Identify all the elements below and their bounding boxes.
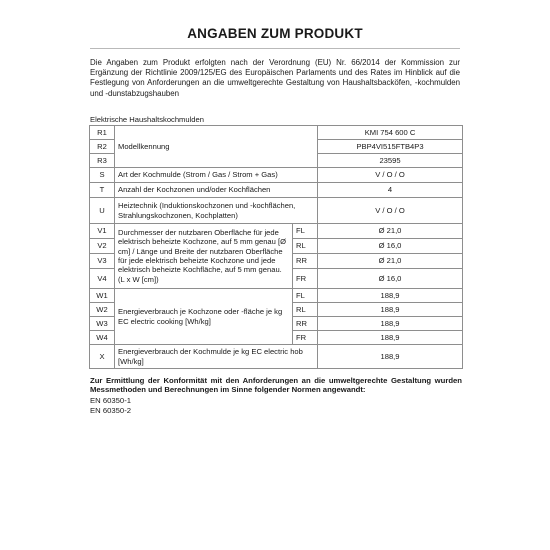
row-value: 188,9 <box>318 345 463 369</box>
row-value: 23595 <box>318 154 463 168</box>
row-value: V / O / O <box>318 168 463 183</box>
table-row-x <box>90 345 463 369</box>
table-row-r1 <box>90 126 463 140</box>
row-label: Heiztechnik (Induktionskochzonen und -kochflächen, Strahlungskochzonen, Kochplatten) <box>115 198 318 224</box>
table-row-w1 <box>90 289 463 303</box>
row-value: Ø 21,0 <box>318 224 463 239</box>
table-row-u <box>90 198 463 224</box>
zone-position: RL <box>293 303 318 317</box>
row-code: R2 <box>90 140 115 154</box>
row-value: KMI 754 600 C <box>318 126 463 140</box>
table-row-t <box>90 183 463 198</box>
row-code: V4 <box>90 269 115 289</box>
row-value: 188,9 <box>318 331 463 345</box>
row-code: W4 <box>90 331 115 345</box>
table-caption: Elektrische Haushaltskochmulden <box>90 115 204 124</box>
row-label: Anzahl der Kochzonen und/oder Kochflächen <box>115 183 318 198</box>
row-value: 188,9 <box>318 317 463 331</box>
zone-position: RR <box>293 317 318 331</box>
row-value: Ø 16,0 <box>318 239 463 254</box>
zone-position: FR <box>293 269 318 289</box>
table-row-s <box>90 168 463 183</box>
row-code: X <box>90 345 115 369</box>
row-code: S <box>90 168 115 183</box>
zone-position: RL <box>293 239 318 254</box>
row-code: V3 <box>90 254 115 269</box>
row-value: 188,9 <box>318 303 463 317</box>
row-label: Energieverbrauch der Kochmulde je kg EC electric hob [Wh/kg] <box>115 345 318 369</box>
row-value: 4 <box>318 183 463 198</box>
row-code: W1 <box>90 289 115 303</box>
conformity-note: Zur Ermittlung der Konformität mit den Anforderungen an die umweltgerechte Gestaltung wurden Messmethoden und Berechnungen im Sinne folgender Normen angewandt: <box>90 376 462 395</box>
zone-position: FL <box>293 289 318 303</box>
row-label: Art der Kochmulde (Strom / Gas / Strom + Gas) <box>115 168 318 183</box>
zone-position: FR <box>293 331 318 345</box>
norm-item: EN 60350-2 <box>90 406 132 415</box>
zone-position: FL <box>293 224 318 239</box>
row-value: PBP4VI515FTB4P3 <box>318 140 463 154</box>
row-code: T <box>90 183 115 198</box>
zone-position: RR <box>293 254 318 269</box>
row-code: V2 <box>90 239 115 254</box>
title-divider <box>90 48 460 49</box>
page-title: ANGABEN ZUM PRODUKT <box>187 26 363 41</box>
row-code: U <box>90 198 115 224</box>
norm-item: EN 60350-1 <box>90 396 132 405</box>
table-row-v1 <box>90 224 463 239</box>
row-value: V / O / O <box>318 198 463 224</box>
product-spec-table <box>89 125 463 369</box>
row-label: Durchmesser der nutzbaren Oberfläche für jede elektrisch beheizte Kochzone, auf 5 mm genau [Ø cm] / Länge und Breite der nutzbaren Oberfläche für jede elektrisch beheizte Kochzone und jede elektrisch beheizte Kochfläche, auf 5 mm genau. (L x W [cm]) <box>115 224 293 289</box>
row-value: Ø 21,0 <box>318 254 463 269</box>
row-code: R3 <box>90 154 115 168</box>
row-label: Modellkennung <box>115 126 318 168</box>
row-code: V1 <box>90 224 115 239</box>
intro-paragraph: Die Angaben zum Produkt erfolgten nach der Verordnung (EU) Nr. 66/2014 der Kommission zur Ergänzung der Richtlinie 2009/125/EG des Europäischen Parlaments und des Rates im Hinblick auf die Festlegung von Anforderungen an die umweltgerechte Gestaltung von Haushaltsbacköfen, -kochmulden und -dunstabzugshauben <box>90 58 460 98</box>
row-code: W3 <box>90 317 115 331</box>
row-code: R1 <box>90 126 115 140</box>
row-value: Ø 16,0 <box>318 269 463 289</box>
row-label: Energieverbrauch je Kochzone oder -fläche je kg EC electric cooking [Wh/kg] <box>115 289 293 345</box>
row-code: W2 <box>90 303 115 317</box>
row-value: 188,9 <box>318 289 463 303</box>
